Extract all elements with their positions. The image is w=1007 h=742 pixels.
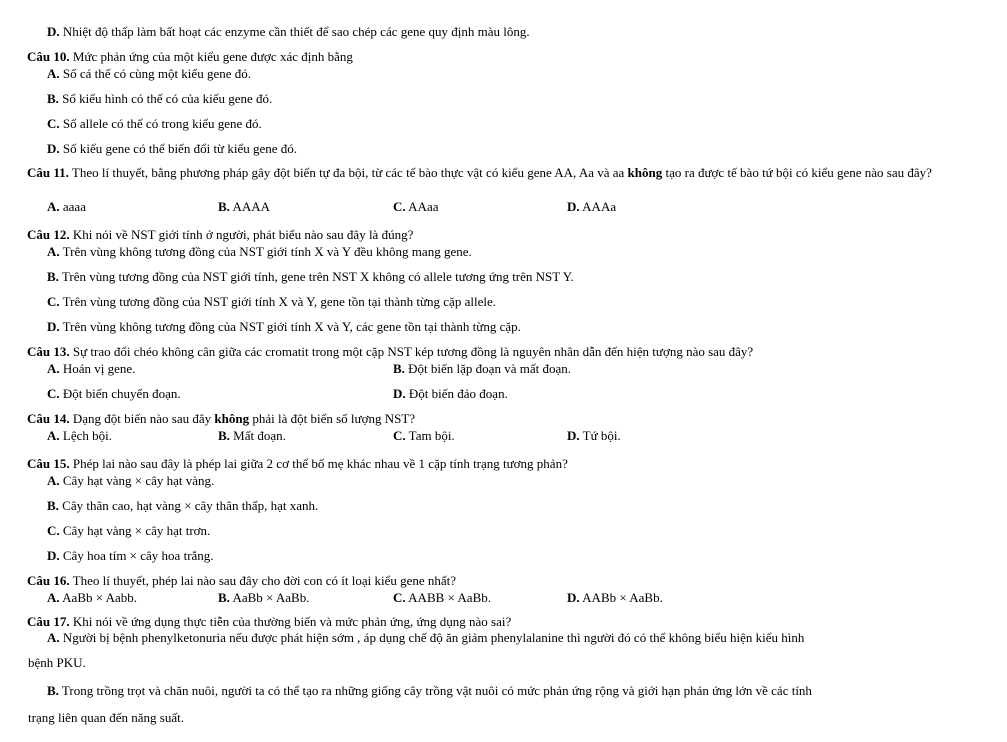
question-17: Câu 17. Khi nói về ứng dụng thực tiễn của thường biến và mức phản ứng, ứng dụng nào sai? [27, 614, 512, 629]
question-11: Câu 11. Theo lí thuyết, bằng phương pháp gây đột biến tự đa bội, từ các tế bào thực vật có kiểu gene AA, Aa và aa không tạo ra được tế bào tứ bội có kiểu gene nào sau đây? [27, 165, 932, 180]
question-13: Câu 13. Sự trao đổi chéo không cân giữa các cromatit trong một cặp NST kép tương đồng là nguyên nhân dẫn đến hiện tượng nào sau đây? [27, 344, 754, 359]
question-16: Câu 16. Theo lí thuyết, phép lai nào sau đây cho đời con có ít loại kiểu gene nhất? [27, 573, 457, 588]
q11-option-b: B. AAAA [218, 199, 271, 214]
q13-option-a: A. Hoán vị gene. [47, 361, 136, 376]
q15-option-c: C. Cây hạt vàng × cây hạt trơn. [47, 523, 211, 538]
q12-option-b: B. Trên vùng tương đồng của NST giới tính, gene trên NST X không có allele tương ứng trên NST Y. [47, 269, 574, 284]
q11-option-a: A. aaaa [47, 199, 86, 214]
q13-option-d: D. Đột biến đảo đoạn. [393, 386, 508, 401]
q14-option-b: B. Mất đoạn. [218, 428, 286, 443]
q17-option-b-line2: trạng liên quan đến năng suất. [28, 710, 184, 725]
q10-option-c: C. Số allele có thể có trong kiểu gene đó. [47, 116, 262, 131]
q11-option-d: D. AAAa [567, 199, 617, 214]
q10-option-b: B. Số kiểu hình có thể có của kiểu gene đó. [47, 91, 273, 106]
q14-option-d: D. Tứ bội. [567, 428, 621, 443]
q10-option-d: D. Số kiểu gene có thể biến đổi từ kiểu gene đó. [47, 141, 298, 156]
question-10: Câu 10. Mức phản ứng của một kiểu gene được xác định bằng [27, 49, 353, 64]
q13-option-b: B. Đột biến lặp đoạn và mất đoạn. [393, 361, 571, 376]
q15-option-b: B. Cây thân cao, hạt vàng × cây thân thấp, hạt xanh. [47, 498, 319, 513]
q16-option-d: D. AABb × AaBb. [567, 590, 663, 605]
q15-option-a: A. Cây hạt vàng × cây hạt vàng. [47, 473, 215, 488]
q12-option-a: A. Trên vùng không tương đồng của NST giới tính X và Y đều không mang gene. [47, 244, 472, 259]
option-d-prev: D. Nhiệt độ thấp làm bất hoạt các enzyme cần thiết để sao chép các gene quy định màu lông. [47, 24, 530, 39]
q16-option-b: B. AaBb × AaBb. [218, 590, 310, 605]
q15-option-d: D. Cây hoa tím × cây hoa trắng. [47, 548, 214, 563]
q13-option-c: C. Đột biến chuyển đoạn. [47, 386, 181, 401]
q14-option-c: C. Tam bội. [393, 428, 455, 443]
q12-option-c: C. Trên vùng tương đồng của NST giới tính X và Y, gene tồn tại thành từng cặp allele. [47, 294, 496, 309]
q16-option-c: C. AABB × AaBb. [393, 590, 491, 605]
q11-option-c: C. AAaa [393, 199, 439, 214]
q17-option-a-line1: A. Người bị bệnh phenylketonuria nếu được phát hiện sớm , áp dụng chế độ ăn giảm phenylalanine thì người đó có thể không biểu hiện kiểu hình [47, 630, 805, 645]
question-12: Câu 12. Khi nói về NST giới tính ở người, phát biểu nào sau đây là đúng? [27, 227, 414, 242]
question-14: Câu 14. Dạng đột biến nào sau đây không phải là đột biến số lượng NST? [27, 411, 416, 426]
q12-option-d: D. Trên vùng không tương đồng của NST giới tính X và Y, các gene tồn tại thành từng cặp. [47, 319, 521, 334]
question-15: Câu 15. Phép lai nào sau đây là phép lai giữa 2 cơ thể bố mẹ khác nhau về 1 cặp tính trạng tương phản? [27, 456, 568, 471]
q10-option-a: A. Số cá thể có cùng một kiểu gene đó. [47, 66, 251, 81]
q17-option-a-line2: bệnh PKU. [28, 655, 86, 670]
q16-option-a: A. AaBb × Aabb. [47, 590, 138, 605]
q14-option-a: A. Lệch bội. [47, 428, 112, 443]
q17-option-b-line1: B. Trong trồng trọt và chăn nuôi, người ta có thể tạo ra những giống cây trồng vật nuôi có mức phản ứng rộng và giới hạn phản ứng lớn về các tính [47, 683, 812, 698]
